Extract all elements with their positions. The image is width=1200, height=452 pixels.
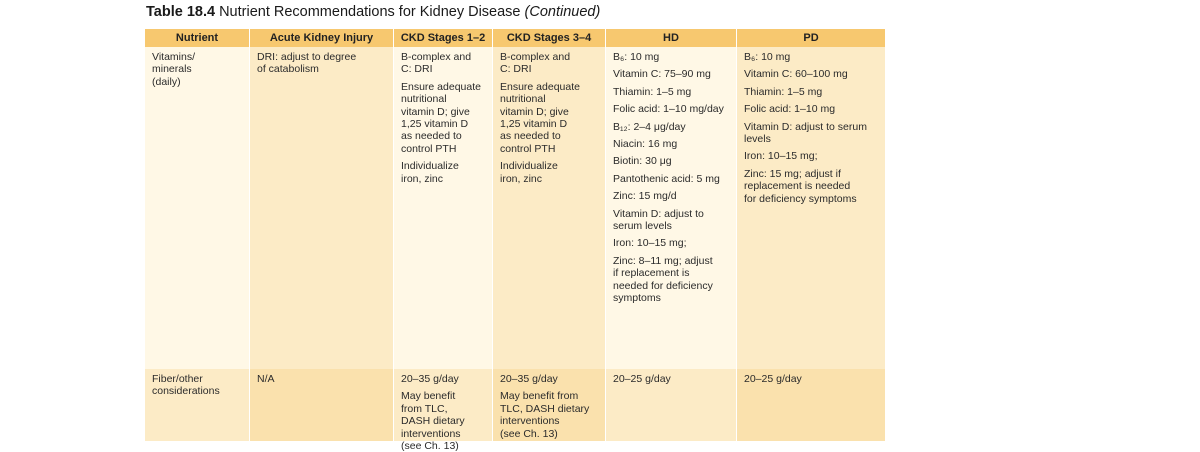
cell-text: Folic acid: 1–10 mg — [744, 103, 836, 116]
header-hd: HD — [606, 29, 736, 47]
cell-text: 20–25 g/day — [744, 373, 802, 385]
header-aki: Acute Kidney Injury — [250, 29, 393, 47]
cell-text: B₁₂: 2–4 μg/day — [613, 120, 686, 133]
cell-text: 20–25 g/day — [613, 373, 671, 385]
table-cell-ckd-3-4 — [493, 47, 605, 369]
continued-label: (Continued) — [524, 4, 601, 20]
cell-text: Vitamin D: adjust to serum levels — [744, 120, 867, 146]
table-cell-aki — [250, 369, 393, 441]
table-number: Table 18.4 — [146, 4, 216, 20]
table-cell-hd — [606, 369, 736, 441]
cell-text: Ensure adequate nutritional vitamin D; give 1,25 vitamin D as needed to control PTH — [401, 80, 481, 155]
table-cell-pd — [737, 47, 885, 369]
header-ckd-1-2: CKD Stages 1–2 — [394, 29, 492, 47]
nutrient-label: Vitamins/ minerals (daily) — [152, 51, 195, 88]
table-cell-aki — [250, 47, 393, 369]
table-cell-ckd-1-2 — [394, 369, 492, 452]
cell-text: Vitamin C: 60–100 mg — [744, 68, 848, 81]
table-cell-ckd-3-4 — [493, 369, 605, 441]
cell-text: 20–35 g/day — [401, 373, 459, 385]
cell-text: B-complex and C: DRI — [500, 51, 571, 76]
table-cell-ckd-1-2 — [394, 47, 492, 369]
cell-text: Iron: 10–15 mg; — [613, 237, 687, 250]
cell-text: N/A — [257, 373, 275, 385]
table-cell-nutrient — [145, 369, 249, 441]
cell-text: DRI: adjust to degree of catabolism — [257, 51, 357, 76]
cell-text: Zinc: 15 mg; adjust if replacement is needed for deficiency symptoms — [744, 167, 857, 205]
nutrient-label: Fiber/other considerations — [152, 373, 220, 398]
cell-text: Thiamin: 1–5 mg — [613, 85, 692, 98]
table-cell-nutrient — [145, 47, 249, 369]
cell-text: Vitamin D: adjust to serum levels — [613, 207, 704, 233]
cell-text: B₆: 10 mg — [613, 51, 660, 63]
cell-text: May benefit from TLC, DASH dietary interventions (see Ch. 13) — [500, 390, 590, 440]
cell-text: Niacin: 16 mg — [613, 138, 678, 151]
header-nutrient: Nutrient — [145, 29, 249, 47]
cell-text: B-complex and C: DRI — [401, 51, 472, 76]
cell-text: Vitamin C: 75–90 mg — [613, 68, 711, 81]
table-cell-hd — [606, 47, 736, 369]
header-pd: PD — [737, 29, 885, 47]
cell-text: Iron: 10–15 mg; — [744, 150, 818, 163]
table-cell-pd — [737, 369, 885, 441]
cell-text: Folic acid: 1–10 mg/day — [613, 103, 724, 116]
cell-text: Individualize iron, zinc — [500, 160, 558, 185]
cell-text: B₆: 10 mg — [744, 51, 791, 63]
cell-text: Biotin: 30 μg — [613, 155, 672, 168]
cell-text: Zinc: 15 mg/d — [613, 190, 677, 203]
table-caption — [146, 4, 600, 20]
cell-text: Zinc: 8–11 mg; adjust if replacement is needed for deficiency symptoms — [613, 254, 713, 305]
cell-text: Thiamin: 1–5 mg — [744, 85, 823, 98]
nutrient-table — [145, 29, 885, 452]
header-ckd-3-4: CKD Stages 3–4 — [493, 29, 605, 47]
table-title: Nutrient Recommendations for Kidney Disease — [219, 4, 521, 20]
cell-text: 20–35 g/day — [500, 373, 558, 385]
cell-text: May benefit from TLC, DASH dietary interventions (see Ch. 13) — [401, 390, 465, 452]
cell-text: Individualize iron, zinc — [401, 160, 459, 185]
cell-text: Pantothenic acid: 5 mg — [613, 172, 720, 185]
cell-text: Ensure adequate nutritional vitamin D; give 1,25 vitamin D as needed to control PTH — [500, 80, 580, 155]
